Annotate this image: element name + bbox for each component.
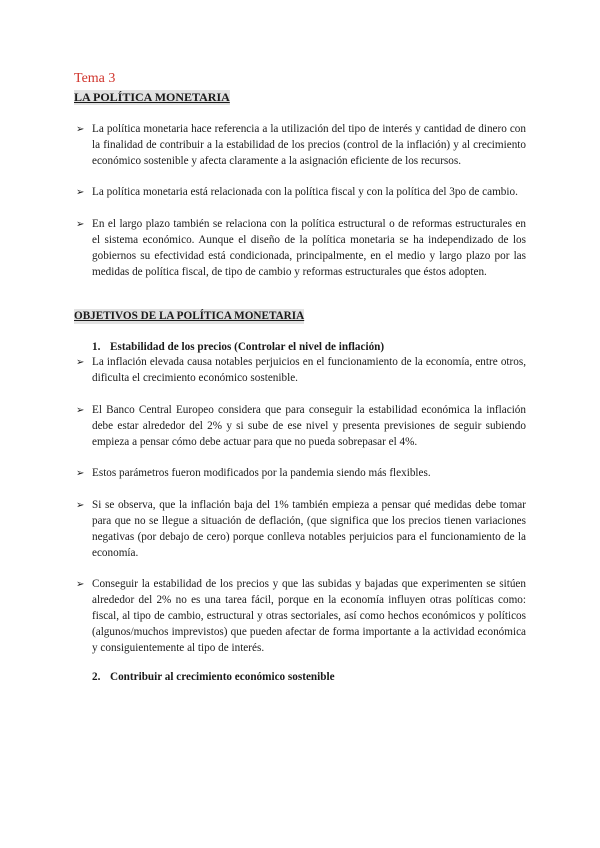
list-item (74, 122, 526, 169)
list-item (74, 217, 526, 280)
arrow-bullet-icon: ➢ (76, 468, 85, 480)
arrow-bullet-icon: ➢ (76, 219, 85, 231)
list-item (74, 577, 526, 656)
bullet-text: Estos parámetros fueron modificados por la pandemia siendo más flexibles. (92, 467, 431, 480)
list-item (74, 466, 526, 482)
list-item (74, 498, 526, 561)
bullet-text: La inflación elevada causa notables perjuicios en el funcionamiento de la economía, entre otros, dificulta el crecimiento económico sostenible. (92, 356, 526, 385)
bullet-text: Conseguir la estabilidad de los precios y que las subidas y bajadas que experimenten se sitúen alrededor del 2% no es una tarea fácil, porque en la economía influyen otras políticas como: fiscal, al tipo de cambio, estructural y otras sectoriales, así como hechos económicos y políticos (algunos/muchos imprevistos) que pueden afectar de forma importante a la actividad económica y consiguientemente al tipo de interés. (92, 578, 526, 654)
list-item (74, 185, 526, 201)
arrow-bullet-icon: ➢ (76, 579, 85, 591)
arrow-bullet-icon: ➢ (76, 404, 85, 416)
main-title: LA POLÍTICA MONETARIA (74, 90, 230, 104)
bullet-text: La política monetaria está relacionada con la política fiscal y con la política del 3po de cambio. (92, 186, 518, 199)
intro-bullet-list (74, 122, 526, 280)
objectives-heading: OBJETIVOS DE LA POLÍTICA MONETARIA (74, 310, 305, 323)
bullet-text: Si se observa, que la inflación baja del 1% también empieza a pensar qué medidas debe tomar para que no se llegue a situación de deflación, (que significa que los precios tienen variaciones negativas (por debajo de cero) porque conlleva notables perjuicios para el funcionamiento de la economía. (92, 499, 526, 559)
bullet-text: El Banco Central Europeo considera que para conseguir la estabilidad económica la inflación debe estar alrededor del 2% y si sube de ese nivel y presenta previsiones de seguir subiendo empieza a pensar cómo debe actuar para que no pueda sobrepasar el 4%. (92, 403, 526, 448)
arrow-bullet-icon: ➢ (76, 500, 85, 512)
objective-2-title: Contribuir al crecimiento económico sostenible (110, 671, 335, 684)
tema-label: Tema 3 (74, 71, 116, 86)
bullet-text: En el largo plazo también se relaciona con la política estructural o de reformas estructurales en el sistema económico. Aunque el diseño de la política monetaria se ha independizado de los gobiernos su efectividad está condicionada, principalmente, en el medio y largo plazo por las medidas de política fiscal, de tipo de cambio y reformas estructurales que éstos adopten. (92, 218, 526, 278)
list-item (74, 355, 526, 387)
bullet-text: La política monetaria hace referencia a la utilización del tipo de interés y cantidad de dinero con la finalidad de contribuir a la estabilidad de los precios (control de la inflación) y al crecimiento económico sostenible y afecta claramente a la asignación eficiente de los recursos. (92, 123, 526, 167)
objective-2-heading (74, 670, 526, 685)
objective-2-number: 2. (92, 671, 101, 684)
objective-1-heading (74, 340, 526, 355)
arrow-bullet-icon: ➢ (76, 187, 85, 199)
arrow-bullet-icon: ➢ (76, 357, 85, 369)
objective-1-number: 1. (92, 341, 101, 354)
objective-1-bullet-list (74, 355, 526, 656)
list-item (74, 403, 526, 450)
arrow-bullet-icon: ➢ (76, 124, 85, 135)
objective-1-title: Estabilidad de los precios (Controlar el nivel de inflación) (110, 341, 385, 354)
